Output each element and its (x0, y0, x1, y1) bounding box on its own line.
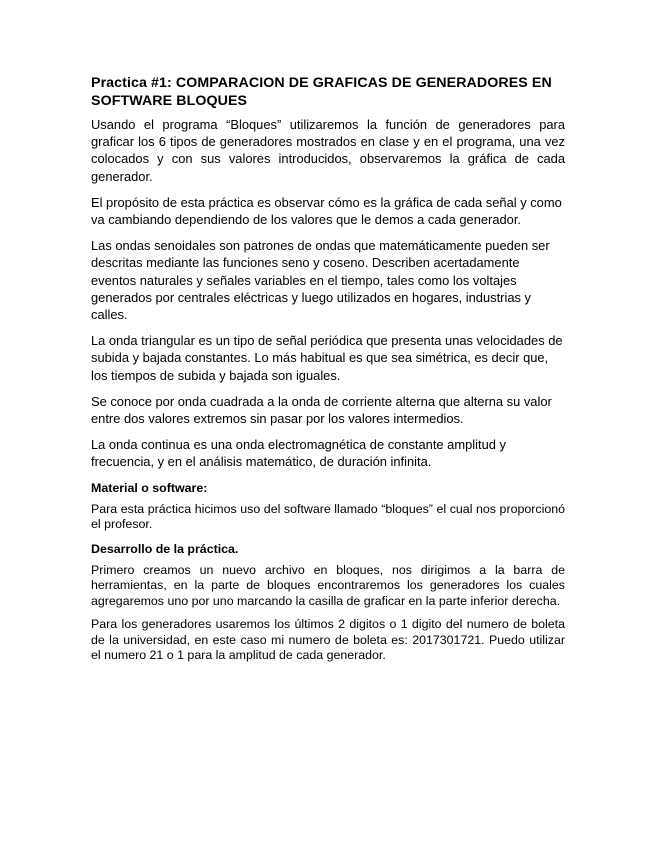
document-title: Practica #1: COMPARACION DE GRAFICAS DE GENERADORES EN SOFTWARE BLOQUES (91, 75, 552, 109)
desarrollo-heading: Desarrollo de la práctica. (91, 541, 239, 556)
intro-paragraph-cuadrada: Se conoce por onda cuadrada a la onda de corriente alterna que alterna su valor entre dos valores extremos sin pasar por los valores intermedios. (91, 393, 552, 427)
document-page (91, 74, 565, 672)
material-paragraph: Para esta práctica hicimos uso del software llamado “bloques” el cual nos proporcionó el profesor. (91, 501, 565, 532)
intro-paragraph-proposito: El propósito de esta práctica es observar cómo es la gráfica de cada señal y como va cambiando dependiendo de los valores que le demos a cada generador. (91, 194, 562, 228)
material-heading: Material o software: (91, 480, 208, 495)
intro-paragraph-continua: La onda continua es una onda electromagnética de constante amplitud y frecuencia, y en el análisis matemático, de duración infinita. (91, 437, 506, 470)
desarrollo-paragraph-pasos: Primero creamos un nuevo archivo en bloques, nos dirigimos a la barra de herramientas, en la parte de bloques encontraremos los generadores los cuales agregaremos uno por uno marcando la casilla de graficar en la parte inferior derecha. (91, 562, 565, 608)
desarrollo-paragraph-boleta: Para los generadores usaremos los últimos 2 digitos o 1 digito del numero de boleta de la universidad, en este caso mi numero de boleta es: 2017301721. Puedo utilizar el numero 21 o 1 para la amplitud de cada generador. (91, 617, 565, 663)
intro-paragraph-senoidales: Las ondas senoidales son patrones de ondas que matemáticamente pueden ser descritas mediante las funciones seno y coseno. Describen acertadamente eventos naturales y señales variables en el tiempo, tales como los voltajes generados por centrales eléctricas y luego utilizados en hogares, industrias y calles. (91, 238, 550, 323)
intro-paragraph-programa: Usando el programa “Bloques” utilizaremos la función de generadores para graficar los 6 tipos de generadores mostrados en clase y en el programa, una vez colocados y con sus valores introducidos, observaremos la gráfica de cada generador. (91, 117, 565, 184)
intro-paragraph-triangular: La onda triangular es un tipo de señal periódica que presenta unas velocidades de subida y bajada constantes. Lo más habitual es que sea simétrica, es decir que, los tiempos de subida y bajada son iguales. (91, 333, 563, 383)
